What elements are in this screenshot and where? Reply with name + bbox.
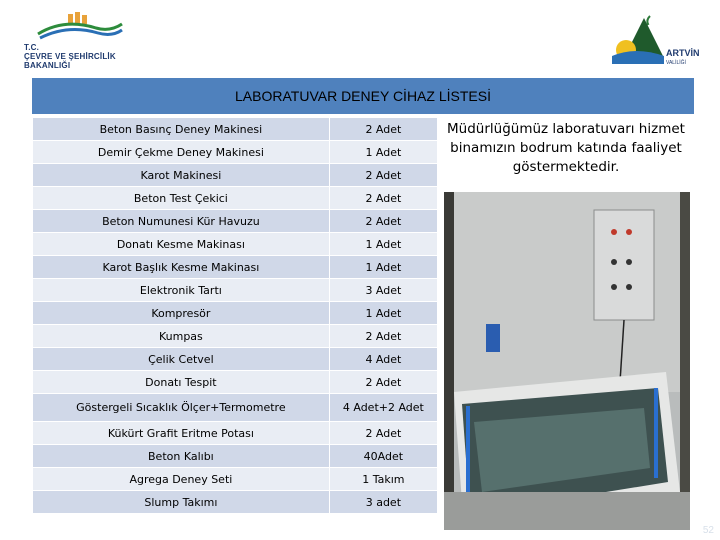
table-row xyxy=(33,422,438,445)
artvin-logo xyxy=(606,10,702,68)
ministry-line2: ÇEVRE VE ŞEHİRCİLİK xyxy=(24,52,116,61)
table-row xyxy=(33,468,438,491)
artvin-logo-icon xyxy=(606,10,668,68)
table-row xyxy=(33,118,438,141)
equipment-name: Slump Takımı xyxy=(33,491,330,514)
photo-illustration xyxy=(444,192,690,530)
table-row xyxy=(33,233,438,256)
equipment-name: Çelik Cetvel xyxy=(33,348,330,371)
equipment-name: Beton Test Çekici xyxy=(33,187,330,210)
artvin-sub: VALİLİĞİ xyxy=(666,60,686,66)
curing-pool-photo xyxy=(444,192,690,530)
artvin-brand: ARTVİN xyxy=(666,48,700,58)
equipment-name: Donatı Kesme Makinası xyxy=(33,233,330,256)
equipment-quantity: 2 Adet xyxy=(329,325,437,348)
equipment-name: Göstergeli Sıcaklık Ölçer+Termometre xyxy=(33,394,330,422)
equipment-name: Beton Numunesi Kür Havuzu xyxy=(33,210,330,233)
table-row xyxy=(33,279,438,302)
equipment-table-body xyxy=(33,118,438,514)
equipment-quantity: 2 Adet xyxy=(329,210,437,233)
page-number: 52 xyxy=(702,525,714,536)
equipment-name: Kükürt Grafit Eritme Potası xyxy=(33,422,330,445)
equipment-name: Beton Basınç Deney Makinesi xyxy=(33,118,330,141)
lab-note: Müdürlüğümüz laboratuvarı hizmet binamızın bodrum katında faaliyet göstermektedir. xyxy=(447,121,685,175)
ministry-logo-text xyxy=(24,43,116,70)
table-row xyxy=(33,210,438,233)
equipment-quantity: 2 Adet xyxy=(329,422,437,445)
table-row xyxy=(33,141,438,164)
table-row xyxy=(33,325,438,348)
table-row xyxy=(33,256,438,279)
equipment-quantity: 40Adet xyxy=(329,445,437,468)
equipment-name: Kompresör xyxy=(33,302,330,325)
equipment-name: Agrega Deney Seti xyxy=(33,468,330,491)
table-row xyxy=(33,164,438,187)
equipment-quantity: 3 adet xyxy=(329,491,437,514)
equipment-quantity: 2 Adet xyxy=(329,187,437,210)
equipment-name: Karot Makinesi xyxy=(33,164,330,187)
equipment-quantity: 4 Adet xyxy=(329,348,437,371)
table-row xyxy=(33,445,438,468)
equipment-quantity: 1 Takım xyxy=(329,468,437,491)
equipment-name: Karot Başlık Kesme Makinası xyxy=(33,256,330,279)
equipment-quantity: 2 Adet xyxy=(329,164,437,187)
ministry-logo xyxy=(22,12,132,70)
equipment-quantity: 1 Adet xyxy=(329,302,437,325)
equipment-quantity: 2 Adet xyxy=(329,371,437,394)
equipment-quantity: 3 Adet xyxy=(329,279,437,302)
title-bar xyxy=(32,78,694,114)
table-row xyxy=(33,371,438,394)
equipment-name: Donatı Tespit xyxy=(33,371,330,394)
page-title: LABORATUVAR DENEY CİHAZ LİSTESİ xyxy=(235,88,491,104)
equipment-quantity: 4 Adet+2 Adet xyxy=(329,394,437,422)
table-row xyxy=(33,348,438,371)
equipment-quantity: 1 Adet xyxy=(329,141,437,164)
equipment-name: Kumpas xyxy=(33,325,330,348)
equipment-quantity: 1 Adet xyxy=(329,256,437,279)
table-row xyxy=(33,491,438,514)
equipment-table xyxy=(32,117,438,514)
ministry-line1: T.C. xyxy=(24,43,40,52)
equipment-name: Demir Çekme Deney Makinesi xyxy=(33,141,330,164)
ministry-line3: BAKANLIĞI xyxy=(24,61,71,70)
equipment-name: Elektronik Tartı xyxy=(33,279,330,302)
equipment-quantity: 1 Adet xyxy=(329,233,437,256)
table-row xyxy=(33,394,438,422)
ministry-logo-icon xyxy=(34,12,124,40)
table-row xyxy=(33,302,438,325)
equipment-name: Beton Kalıbı xyxy=(33,445,330,468)
table-row xyxy=(33,187,438,210)
equipment-quantity: 2 Adet xyxy=(329,118,437,141)
